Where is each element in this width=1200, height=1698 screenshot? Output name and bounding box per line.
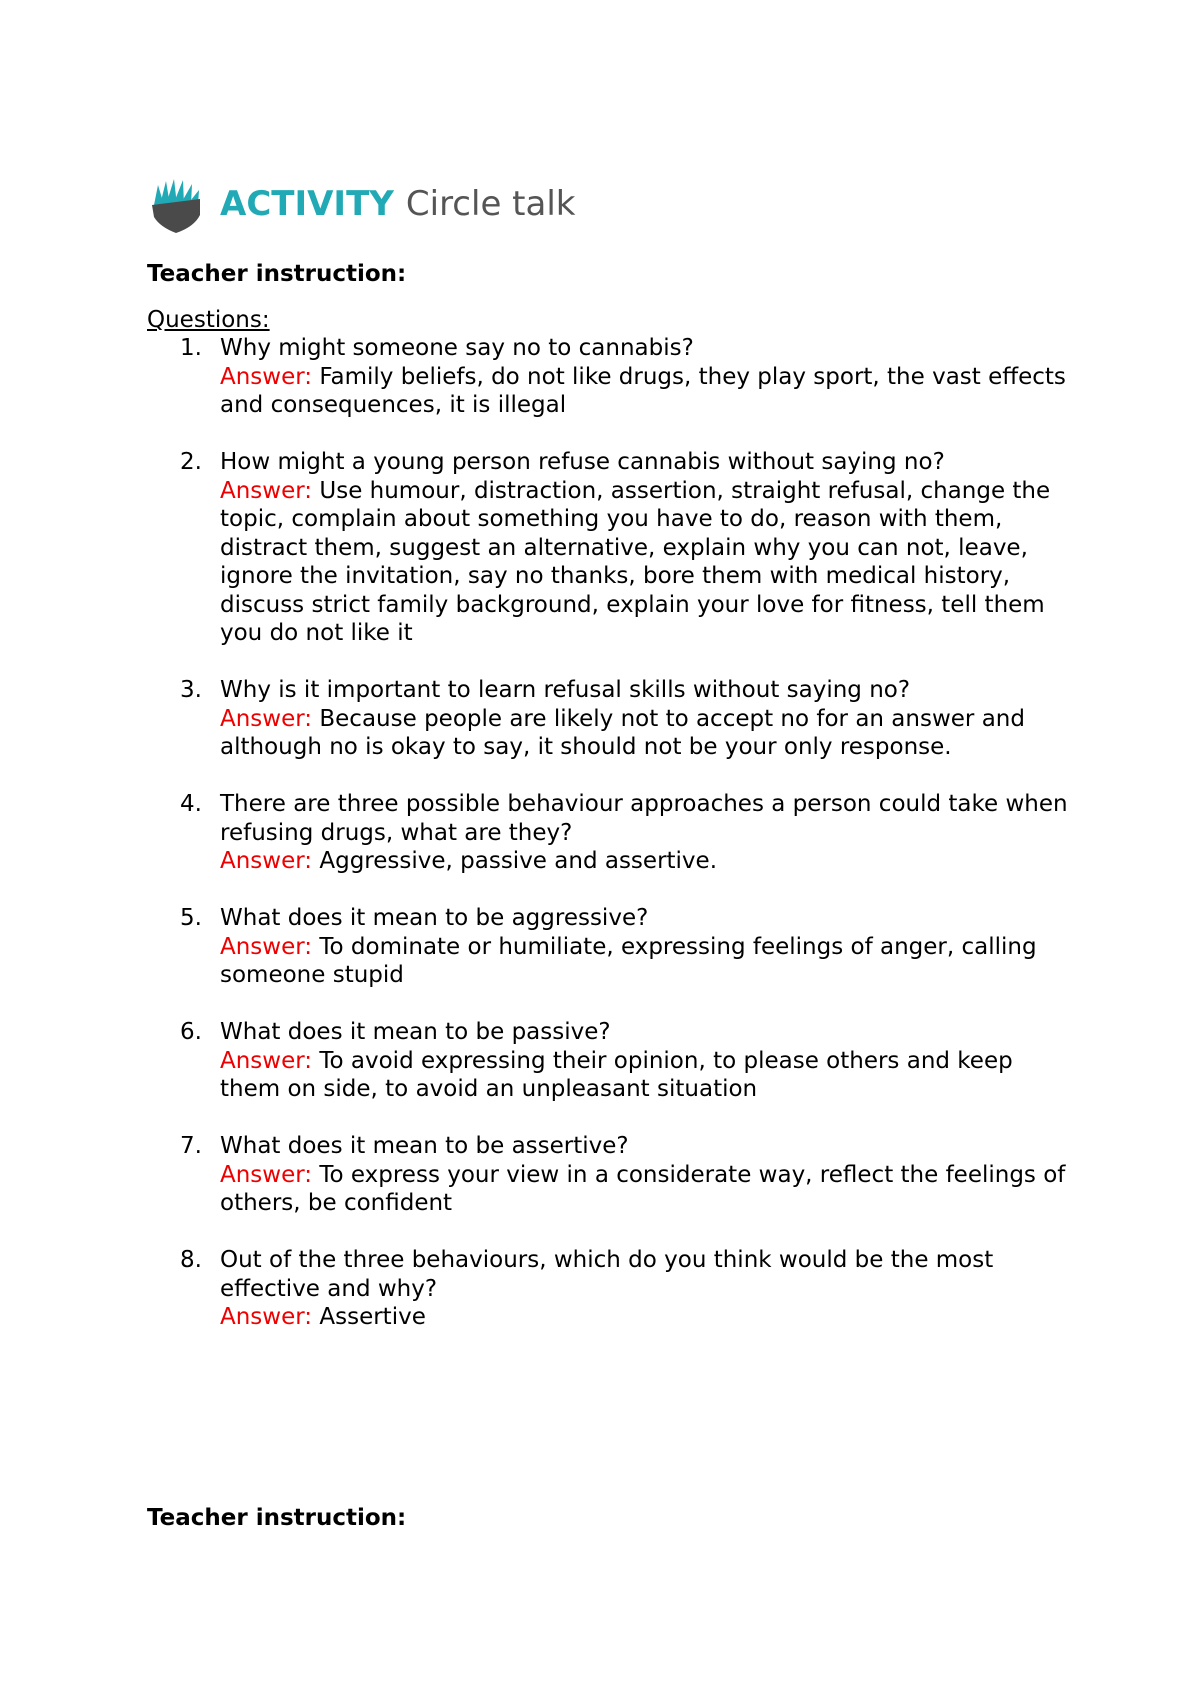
answer-label: Answer: [220,848,313,874]
question-text: Why is it important to learn refusal skills without saying no? [220,677,911,703]
activity-header [150,174,575,234]
answer-label: Answer: [220,933,313,960]
answer-line [220,477,1080,648]
teacher-instruction-heading-2: Teacher instruction: [147,1505,407,1531]
answer-text: Because people are likely not to accept no for an answer and although no is okay to say, it should not be your only response. [220,705,1025,760]
question-text: Out of the three behaviours, which do you think would be the most effective and why? [220,1247,994,1302]
activity-keyword: ACTIVITY [220,184,394,224]
question-number: 5. [180,905,202,931]
question-item [0,676,1080,762]
answer-label: Answer: [220,477,313,504]
answer-text: To express your view in a considerate way, reflect the feelings of others, be confident [220,1161,1066,1216]
teacher-instruction-heading: Teacher instruction: [147,261,407,287]
question-item [0,1018,1080,1104]
answer-line [220,363,1080,420]
answer-line [220,1161,1080,1218]
answer-text: Family beliefs, do not like drugs, they play sport, the vast effects and consequences, it is illegal [220,363,1066,418]
question-item [0,790,1080,876]
questions-label: Questions: [147,307,270,333]
question-item [0,1132,1080,1218]
answer-text: Assertive [319,1304,426,1330]
answer-line [220,1047,1080,1104]
question-text: What does it mean to be passive? [220,1019,611,1045]
question-number: 4. [180,791,202,817]
answer-label: Answer: [220,1047,313,1074]
answer-text: Aggressive, passive and assertive. [319,848,718,874]
question-number: 2. [180,449,202,475]
activity-title [220,184,575,224]
answer-label: Answer: [220,1304,313,1330]
question-text: Why might someone say no to cannabis? [220,335,694,361]
activity-name: Circle talk [405,184,576,224]
answer-label: Answer: [220,705,313,732]
answer-text: To avoid expressing their opinion, to please others and keep them on side, to avoid an unpleasant situation [220,1047,1013,1102]
question-number: 6. [180,1019,202,1045]
question-text: How might a young person refuse cannabis without saying no? [220,449,945,475]
question-item [0,904,1080,990]
question-text: There are three possible behaviour approaches a person could take when refusing drugs, what are they? [220,791,1068,846]
answer-label: Answer: [220,363,313,390]
questions-list [0,334,1200,1360]
question-text: What does it mean to be assertive? [220,1133,629,1159]
question-number: 1. [180,335,202,361]
answer-line [220,705,1080,762]
question-number: 7. [180,1133,202,1159]
answer-text: Use humour, distraction, assertion, straight refusal, change the topic, complain about something you have to do, reason with them, distract them, suggest an alternative, explain why you can not, leave, ignore the invitation, say no thanks, bore them with medical history, discuss strict family background, explain your love for fitness, tell them you do not like it [220,477,1051,646]
question-item [0,448,1080,648]
answer-line [220,933,1080,990]
answer-label: Answer: [220,1161,313,1188]
question-number: 3. [180,677,202,703]
answer-line [220,1303,1080,1332]
shield-fan-logo-icon [150,175,202,233]
answer-text: To dominate or humiliate, expressing feelings of anger, calling someone stupid [220,933,1037,988]
question-number: 8. [180,1247,202,1273]
question-item [0,1246,1080,1332]
question-text: What does it mean to be aggressive? [220,905,649,931]
answer-line [220,847,1080,876]
question-item [0,334,1080,420]
